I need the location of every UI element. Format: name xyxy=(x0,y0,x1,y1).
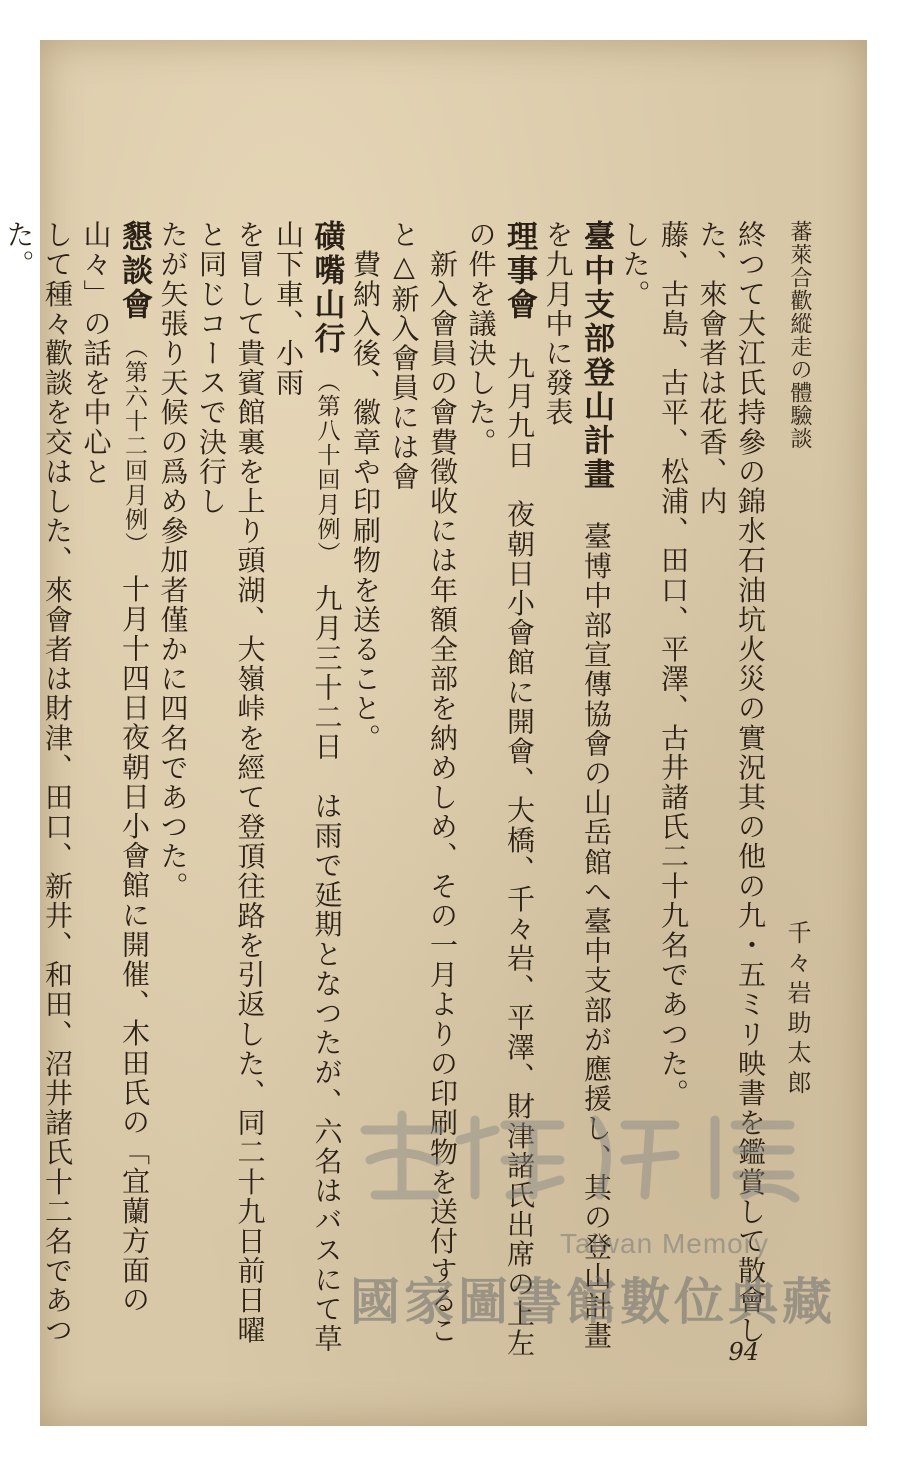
author-name: 千々岩助太郎 xyxy=(783,920,811,1100)
text-line xyxy=(615,220,654,1360)
text-line xyxy=(538,220,615,1360)
section-heading: 磺嘴山行 xyxy=(308,220,345,356)
running-head: 蕃萊合歡縱走の體驗談 xyxy=(787,220,812,450)
book-page xyxy=(2,40,867,1426)
text-line xyxy=(692,220,769,1360)
section-heading: 懇談會 xyxy=(116,220,152,322)
text-segment: 新入會員の會費徵收には年額全部を納めしめ、その一月よりの印刷物を送付すること△新入會員には會 xyxy=(387,220,459,1345)
text-line xyxy=(461,220,538,1360)
section-heading: 臺中支部登山計畫 xyxy=(578,220,614,492)
page-number: 94 xyxy=(728,1338,759,1366)
text-segment: 費納入後、徽章や印刷物を送ること。 xyxy=(349,220,382,753)
text-segment: 九月九日 夜朝日小會館に開會、大橋、千々岩、平澤、財津諸氏出席の上左の件を議決した。 xyxy=(464,220,536,1358)
text-line xyxy=(192,220,269,1360)
text-line xyxy=(384,220,461,1360)
meeting-number: （第六十二回月例） xyxy=(121,322,147,545)
text-line xyxy=(654,220,693,1360)
watermark-cjk-text: 國家圖書館數位典藏 xyxy=(350,1273,836,1331)
text-line xyxy=(0,220,76,1360)
text-line xyxy=(153,220,192,1360)
body-text xyxy=(0,220,769,1360)
text-line xyxy=(76,220,153,1360)
text-segment: 藤、古島、古平、松浦、田口、平澤、古井諸氏二十九名であつた。 xyxy=(657,220,690,1108)
text-segment: して種々歡談を交はした、來會者は財津、田口、新井、和田、沼井諸氏十二名であつた。 xyxy=(2,220,74,1345)
text-segment: 十月十四日夜朝日小會館に開催、木田氏の「宜蘭方面の山々」の話を中心と xyxy=(79,220,151,1315)
section-heading: 理事會 xyxy=(501,220,537,322)
text-line xyxy=(346,220,385,1360)
text-segment: 九月三十二日 は雨で延期となつたが、六名はバスにて草山下車、小雨 xyxy=(272,220,344,1354)
text-segment: を冒して貴賓館裏を上り頭湖、大嶺峠を經て登頂往路を引返した、同二十九日前日曜と同じコースで決行し xyxy=(195,220,267,1345)
watermark-latin-text: Taiwan Memory xyxy=(560,1228,770,1259)
text-segment: 臺博中部宣傳協會の山岳館へ臺中支部が應援し、其の登山計畫を九月中に發表 xyxy=(541,220,613,1351)
text-line xyxy=(269,220,346,1360)
meeting-number: （第八十回月例） xyxy=(313,356,340,555)
text-segment: 終つて大江氏持參の錦水石油坑火災の實況其の他の九・五ミリ映書を鑑賞して散會した、來會者は花香、内 xyxy=(695,220,767,1345)
text-segment: たが矢張り天候の爲め參加者僅かに四名であつた。 xyxy=(156,220,190,901)
text-segment: した。 xyxy=(618,220,652,309)
